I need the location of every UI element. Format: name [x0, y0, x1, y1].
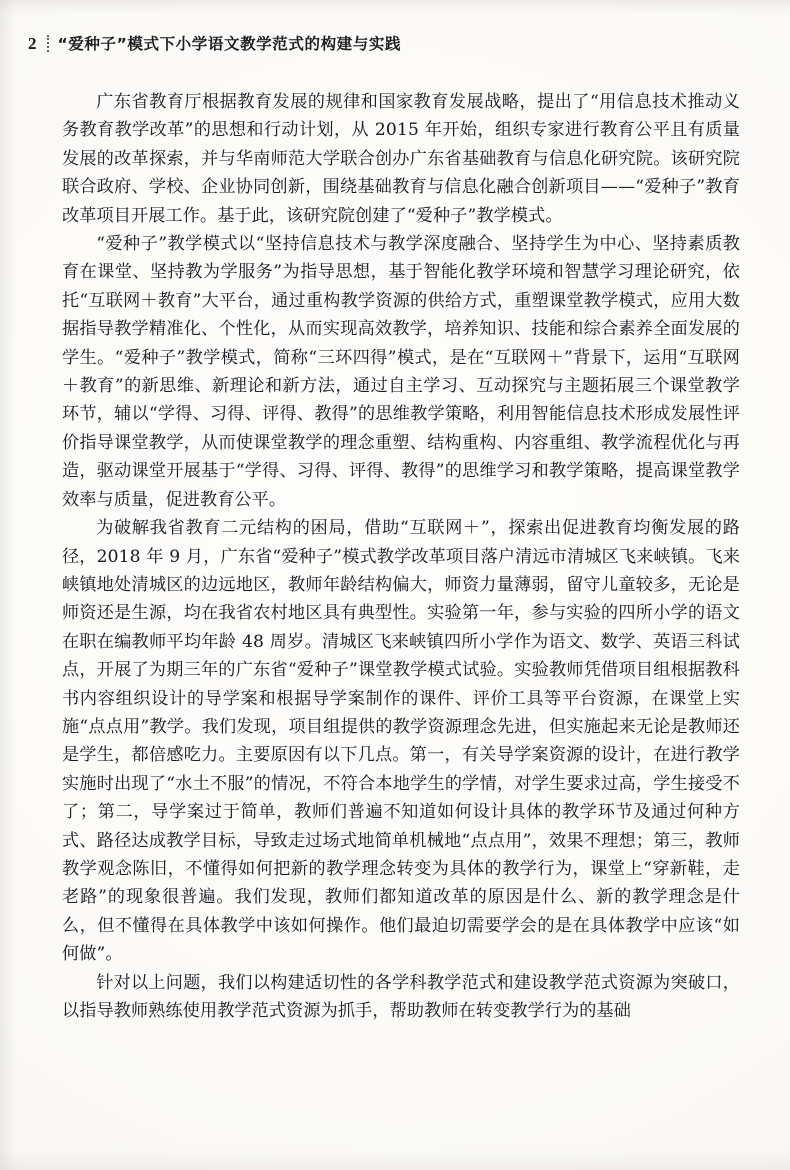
running-head: [28, 30, 401, 56]
page-number: 2: [28, 33, 37, 53]
page-bottom-shading: [0, 1150, 790, 1170]
paragraph-2: “爱种子”教学模式以“坚持信息技术与教学深度融合、坚持学生为中心、坚持素质教育在课堂、坚持教为学服务”为指导思想，基于智能化教学环境和智慧学习理论研究，依托“互联网＋教育”大平台，通过重构教学资源的供给方式，重塑课堂教学模式，应用大数据指导教学精准化、个性化，从而实现高效教学，培养知识、技能和综合素养全面发展的学生。“爱种子”教学模式，简称“三环四得”模式，是在“互联网＋”背景下，运用“互联网＋教育”的新思维、新理论和新方法，通过自主学习、互动探究与主题拓展三个课堂教学环节，辅以“学得、习得、评得、教得”的思维教学策略，利用智能信息技术形成发展性评价指导课堂教学，从而使课堂教学的理念重塑、结构重构、内容重组、教学流程优化与再造，驱动课堂开展基于“学得、习得、评得、教得”的思维学习和教学策略，提高课堂教学效率与质量，促进教育公平。: [62, 234, 740, 510]
running-head-title: “爱种子”模式下小学语文教学范式的构建与实践: [57, 35, 402, 53]
body-text-block: [62, 88, 740, 1025]
paragraph-4: 针对以上问题，我们以构建适切性的各学科教学范式和建设教学范式资源为突破口，以指导教师熟练使用教学范式资源为抓手，帮助教师在转变教学行为的基础: [62, 972, 740, 1021]
paragraph-1: 广东省教育厅根据教育发展的规律和国家教育发展战略，提出了“用信息技术推动义务教育教学改革”的思想和行动计划，从 2015 年开始，组织专家进行教育公平且有质量发展的改革探索，并与华南师范大学联合创办广东省基础教育与信息化研究院。该研究院联合政府、学校、企业协同创新，围绕基础教育与信息化融合创新项目——“爱种子”教育改革项目开展工作。基于此，该研究院创建了“爱种子”教学模式。: [62, 92, 740, 226]
page-top-shading: [0, 0, 790, 14]
dotted-vertical-rule-icon: [47, 35, 49, 52]
paragraph-3: 为破解我省教育二元结构的困局，借助“互联网＋”，探索出促进教育均衡发展的路径，2018 年 9 月，广东省“爱种子”模式教学改革项目落户清远市清城区飞来峡镇。飞来峡镇地处清城区的边远地区，教师年龄结构偏大，师资力量薄弱，留守儿童较多，无论是师资还是生源，均在我省农村地区具有典型性。实验第一年，参与实验的四所小学的语文在职在编教师平均年龄 48 周岁。清城区飞来峡镇四所小学作为语文、数学、英语三科试点，开展了为期三年的广东省“爱种子”课堂教学模式试验。实验教师凭借项目组根据教科书内容组织设计的导学案和根据导学案制作的课件、评价工具等平台资源，在课堂上实施“点点用”教学。我们发现，项目组提供的教学资源理念先进，但实施起来无论是教师还是学生，都倍感吃力。主要原因有以下几点。第一，有关导学案资源的设计，在进行教学实施时出现了“水土不服”的情况，不符合本地学生的学情，对学生要求过高，学生接受不了；第二，导学案过于简单，教师们普遍不知道如何设计具体的教学环节及通过何种方式、路径达成教学目标，导致走过场式地简单机械地“点点用”，效果不理想；第三，教师教学观念陈旧，不懂得如何把新的教学理念转变为具体的教学行为，课堂上“穿新鞋，走老路”的现象很普遍。我们发现，教师们都知道改革的原因是什么、新的教学理念是什么，但不懂得在具体教学中该如何操作。他们最迫切需要学会的是在具体教学中应该“如何做”。: [62, 518, 740, 965]
page-gutter-shading: [0, 0, 16, 1170]
